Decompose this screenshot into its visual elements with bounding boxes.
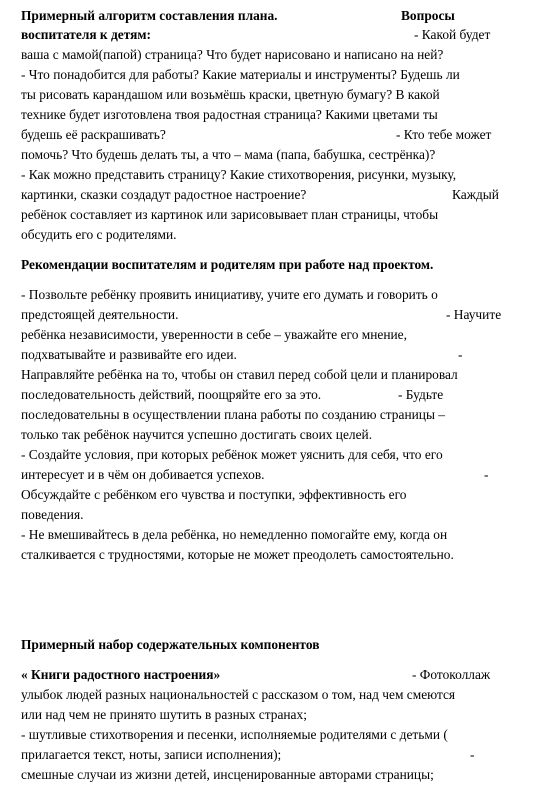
section2-line2-left: предстоящей деятельности. [21,307,179,322]
section1-line2: ваша с мамой(папой) страница? Что будет нарисовано и написано на ней? [21,47,444,62]
section3-line3: или над чем не принято шутить в разных странах; [21,707,307,722]
section2-line5: Направляйте ребёнка на то, чтобы он ставил перед собой цели и планировал [21,367,458,382]
section1-line8: - Как можно представить страницу? Какие стихотворения, рисунки, музыку, [21,167,457,182]
questions-heading: Вопросы [401,8,455,23]
section1-line7: помочь? Что будешь делать ты, а что – мама (папа, бабушка, сестрёнка)? [21,147,436,162]
section1-line6-right: - Кто тебе может [396,127,492,142]
section1-title: Примерный алгоритм составления плана. [21,8,278,23]
section2-line4-right: - [458,347,463,362]
section2-line1: - Позвольте ребёнку проявить инициативу, учите его думать и говорить о [21,287,438,302]
section1-line11: обсудить его с родителями. [21,227,177,242]
section2-line6-right: - Будьте [398,387,444,402]
section2-line12: поведения. [21,507,84,522]
section3-line4: - шутливые стихотворения и песенки, исполняемые родителями с детьми ( [21,727,448,742]
section2-line10-right: - [484,467,489,482]
section1-line9-right: Каждый [452,187,499,202]
book-title: « Книги радостного настроения» [21,667,221,682]
section3-line6: смешные случаи из жизни детей, инсценированные авторами страницы; [21,767,434,782]
section1-line3: - Что понадобится для работы? Какие материалы и инструменты? Будешь ли [21,67,460,82]
section3-line2: улыбок людей разных национальностей с рассказом о том, над чем смеются [21,687,456,702]
section1-line5: технике будет изготовлена твоя радостная страница? Какими цветами ты [21,107,438,122]
section2-line3: ребёнка независимости, уверенности в себе – уважайте его мнение, [21,327,407,342]
section2-line14: сталкивается с трудностями, которые не может преодолеть самостоятельно. [21,547,454,562]
section2-line11: Обсуждайте с ребёнком его чувства и поступки, эффективность его [21,487,407,502]
section1-line1-right: - Какой будет [414,27,491,42]
section2-line6-left: последовательность действий, поощряйте его за это. [21,387,322,402]
section2-title: Рекомендации воспитателям и родителям при работе над проектом. [21,257,434,272]
section3-title: Примерный набор содержательных компонентов [21,637,320,652]
section1-line10: ребёнок составляет из картинок или зарисовывает план страницы, чтобы [21,207,439,222]
section2-line9: - Создайте условия, при которых ребёнок может уяснить для себя, что его [21,447,443,462]
section2-line8: только так ребёнок научится успешно достигать своих целей. [21,427,373,442]
section1-line9-left: картинки, сказки создадут радостное настроение? [21,187,307,202]
section2-line7: последовательны в осуществлении плана работы по созданию страницы – [21,407,445,422]
section1-line6-left: будешь её раскрашивать? [21,127,166,142]
section3-line5-left: прилагается текст, ноты, записи исполнения); [21,747,282,762]
section2-line2-right: - Научите [446,307,502,322]
section1-line1-bold: воспитателя к детям: [21,27,151,42]
section3-line1-right: - Фотоколлаж [412,667,491,682]
section2-line4-left: подхватывайте и развивайте его идеи. [21,347,237,362]
section1-line4: ты рисовать карандашом или возьмёшь краски, цветную бумагу? В какой [21,87,440,102]
section3-line5-right: - [470,747,475,762]
section2-line10-left: интересует и в чём он добивается успехов. [21,467,265,482]
section2-line13: - Не вмешивайтесь в дела ребёнка, но немедленно помогайте ему, когда он [21,527,448,542]
